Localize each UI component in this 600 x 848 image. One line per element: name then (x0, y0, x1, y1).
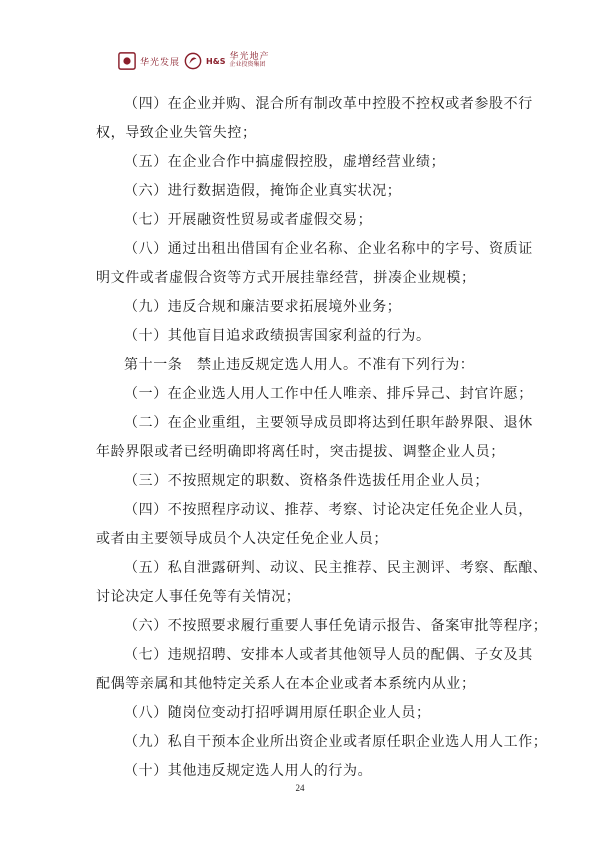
paragraph-line: （五）在企业合作中搞虚假控股，虚增经营业绩； (124, 154, 446, 170)
paragraph-line: （八）随岗位变动打招呼调用原任职企业人员； (124, 705, 431, 721)
paragraph-line: （七）开展融资性贸易或者虚假交易； (124, 212, 373, 228)
brand-logo-icon (118, 52, 136, 70)
logo-right-sub: 企业投资集团 (229, 61, 266, 68)
paragraph-line: （六）不按照要求履行重要人事任免请示报告、备案审批等程序； (124, 618, 548, 634)
logo-right-group (229, 53, 269, 69)
paragraph-line: （十）其他盲目追求政绩损害国家利益的行为。 (124, 328, 431, 344)
paragraph-line: （十）其他违反规定选人用人的行为。 (124, 763, 373, 779)
logo-left-text: 华光发展 (140, 57, 181, 68)
paragraph-line: 或者由主要领导成员个人决定任免企业人员； (96, 531, 388, 547)
logo-hs-text: H&S (206, 56, 226, 66)
paragraph-line: 配偶等亲属和其他特定关系人在本企业或者本系统内从业； (96, 676, 476, 692)
paragraph-line: （八）通过出租出借国有企业名称、企业名称中的字号、资质证 (124, 241, 533, 257)
paragraph-line: （四）在企业并购、混合所有制改革中控股不控权或者参股不行 (124, 96, 533, 112)
paragraph-line: （七）违规招聘、安排本人或者其他领导人员的配偶、子女及其 (124, 647, 533, 663)
paragraph-line: （六）进行数据造假，掩饰企业真实状况； (124, 183, 402, 199)
paragraph-line: （九）违反合规和廉洁要求拓展境外业务； (124, 299, 402, 315)
paragraph-line: 年龄界限或者已经明确即将离任时，突击提拔、调整企业人员； (96, 444, 505, 460)
paragraph-line: 权，导致企业失管失控； (96, 125, 257, 141)
paragraph-line: （三）不按照规定的职数、资格条件选拔任用企业人员； (124, 473, 489, 489)
paragraph-line: （五）私自泄露研判、动议、民主推荐、民主测评、考察、酝酿、 (124, 560, 548, 576)
article-heading: 第十一条 禁止违反规定选人用人。不准有下列行为： (124, 357, 475, 373)
paragraph-line: 明文件或者虚假合资等方式开展挂靠经营，拼凑企业规模； (96, 270, 476, 286)
paragraph-line: （二）在企业重组，主要领导成员即将达到任职年龄界限、退休 (124, 415, 533, 431)
paragraph-line: （四）不按照程序动议、推荐、考察、讨论决定任免企业人员， (124, 502, 533, 518)
logo-right-text: 华光地产 (229, 52, 270, 62)
paragraph-line: （一）在企业选人用人工作中任人唯亲、排斥异己、封官许愿； (124, 386, 533, 402)
paragraph-line: 讨论决定人事任免等有关情况； (96, 589, 301, 605)
paragraph-line: （九）私自干预本企业所出资企业或者原任职企业选人用人工作； (124, 734, 548, 750)
hs-logo-icon (184, 52, 202, 70)
page-number: 24 (295, 783, 305, 793)
header-logo (118, 50, 269, 72)
